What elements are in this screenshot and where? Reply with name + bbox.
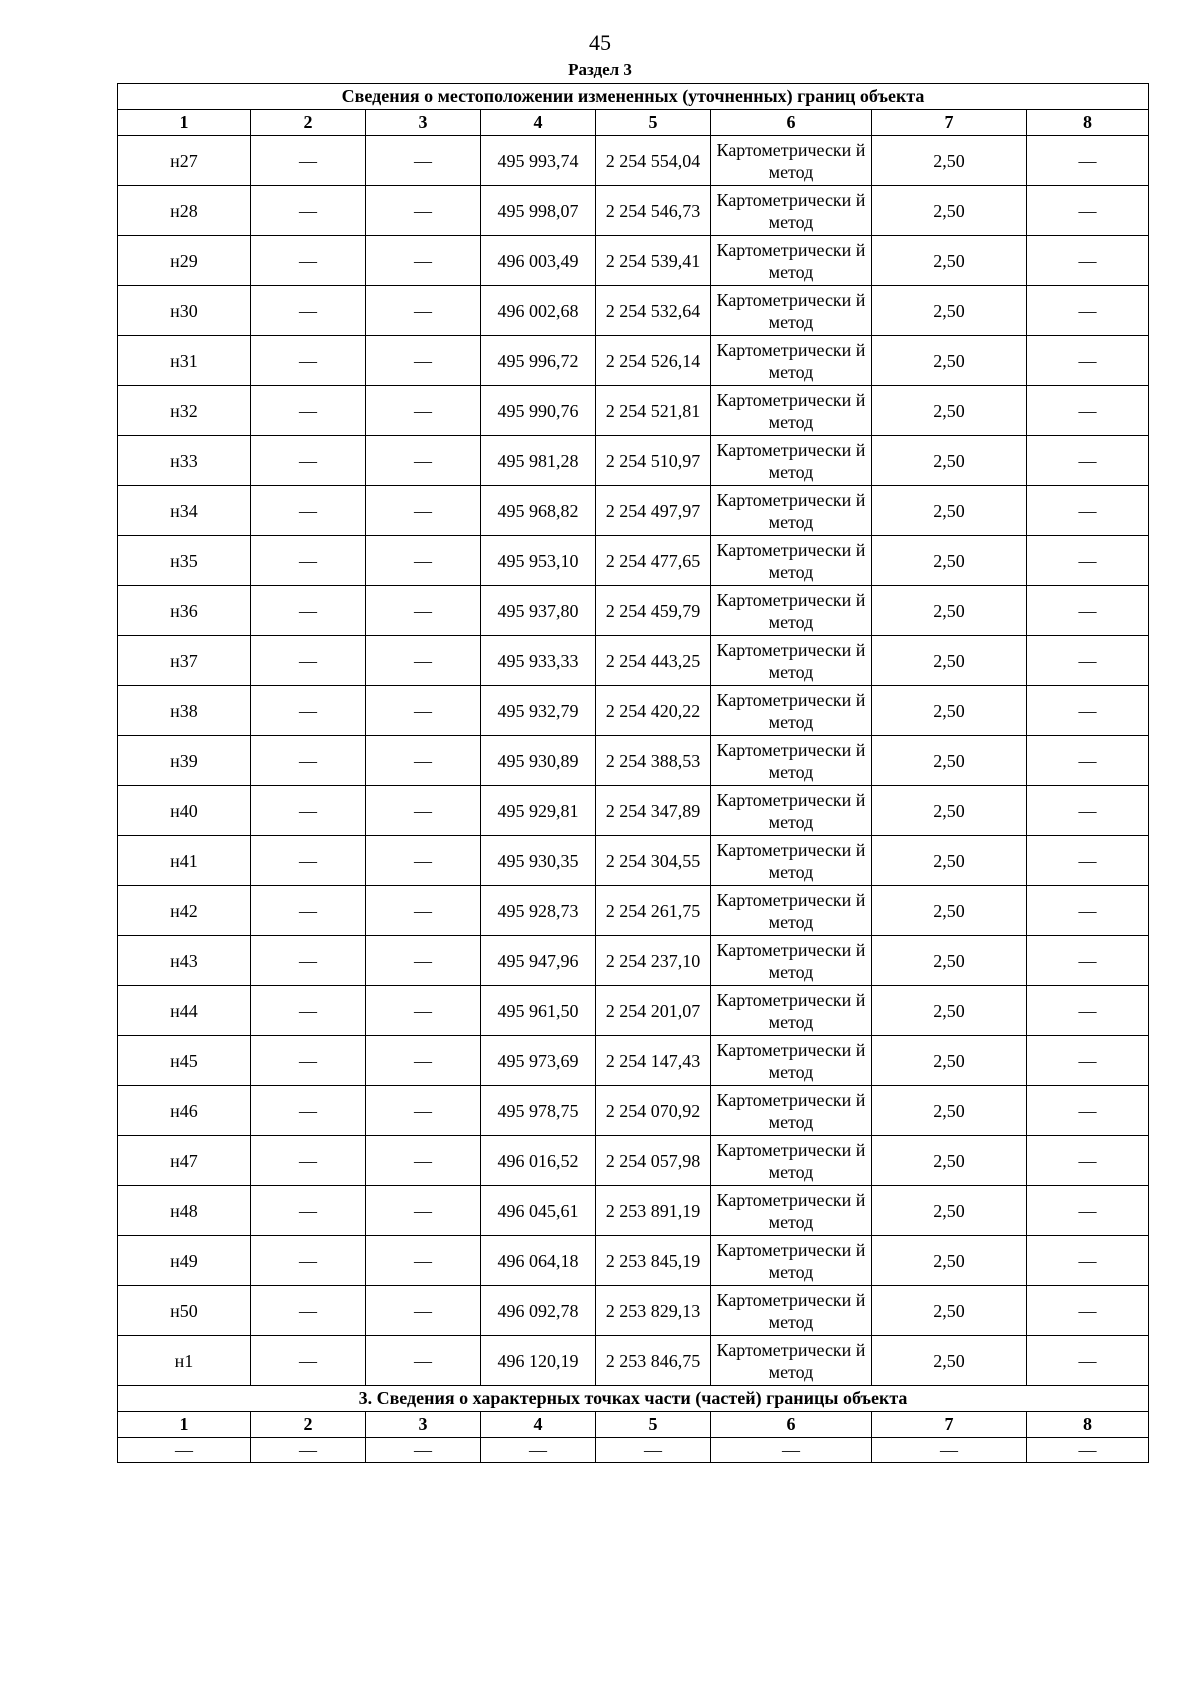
table-cell: —	[366, 1186, 481, 1236]
table-cell: Картометрически й метод	[711, 536, 872, 586]
table-cell: —	[251, 1186, 366, 1236]
table-cell: —	[1027, 686, 1149, 736]
table-cell: 496 002,68	[481, 286, 596, 336]
table-cell: 2 254 070,92	[596, 1086, 711, 1136]
table-row	[118, 1036, 1149, 1086]
table-cell: 2,50	[872, 136, 1027, 186]
table-cell: —	[366, 336, 481, 386]
table-cell: —	[1027, 1036, 1149, 1086]
table1-header-cell: 4	[481, 110, 596, 136]
table-cell: 495 930,89	[481, 736, 596, 786]
table-cell: н50	[118, 1286, 251, 1336]
table-cell: Картометрически й метод	[711, 1286, 872, 1336]
page-number: 45	[589, 30, 611, 55]
table-cell: 2 254 304,55	[596, 836, 711, 886]
table-cell: 495 968,82	[481, 486, 596, 536]
table-cell: —	[251, 536, 366, 586]
table-cell: —	[1027, 1286, 1149, 1336]
table-cell: —	[366, 236, 481, 286]
table-cell: 496 120,19	[481, 1336, 596, 1386]
table-cell: Картометрически й метод	[711, 686, 872, 736]
table-cell: —	[872, 1438, 1027, 1463]
table-cell: —	[1027, 436, 1149, 486]
table1-header-cell: 3	[366, 110, 481, 136]
table-cell: —	[1027, 336, 1149, 386]
table-row	[118, 736, 1149, 786]
table-row	[118, 186, 1149, 236]
table-cell: Картометрически й метод	[711, 1336, 872, 1386]
table-row	[118, 986, 1149, 1036]
table1-header-cell: 1	[118, 110, 251, 136]
table-cell: —	[251, 686, 366, 736]
boundary-table	[117, 83, 1149, 1463]
table-cell: —	[1027, 586, 1149, 636]
table-cell: —	[1027, 986, 1149, 1036]
table-cell: 2,50	[872, 1286, 1027, 1336]
table-cell: н46	[118, 1086, 251, 1136]
table-cell: Картометрически й метод	[711, 786, 872, 836]
table-cell: —	[251, 936, 366, 986]
table-cell: 2 254 261,75	[596, 886, 711, 936]
table-cell: 2,50	[872, 886, 1027, 936]
table-cell: н40	[118, 786, 251, 836]
table-row	[118, 586, 1149, 636]
table-cell: —	[366, 1336, 481, 1386]
table1-header-cell: 2	[251, 110, 366, 136]
table-cell: 2,50	[872, 486, 1027, 536]
table-row	[118, 286, 1149, 336]
table-cell: 2,50	[872, 436, 1027, 486]
table-cell: —	[366, 1236, 481, 1286]
table2-header-cell: 7	[872, 1412, 1027, 1438]
table-cell: Картометрически й метод	[711, 636, 872, 686]
table-cell: н34	[118, 486, 251, 536]
table-cell: 495 929,81	[481, 786, 596, 836]
table-cell: —	[251, 386, 366, 436]
table-cell: Картометрически й метод	[711, 486, 872, 536]
table2-header-cell: 1	[118, 1412, 251, 1438]
table-cell: —	[251, 736, 366, 786]
table-cell: —	[366, 836, 481, 886]
table-cell: Картометрически й метод	[711, 586, 872, 636]
table1-header-cell: 8	[1027, 110, 1149, 136]
table-cell: Картометрически й метод	[711, 1186, 872, 1236]
table-cell: —	[366, 1438, 481, 1463]
table-cell: 2 254 532,64	[596, 286, 711, 336]
table-cell: 2 254 539,41	[596, 236, 711, 286]
table-cell: н41	[118, 836, 251, 886]
table-row	[118, 336, 1149, 386]
table-cell: 2 254 347,89	[596, 786, 711, 836]
table-cell: 2 254 057,98	[596, 1136, 711, 1186]
table-cell: —	[251, 286, 366, 336]
table-row	[118, 686, 1149, 736]
table-cell: —	[251, 336, 366, 386]
section-title: Раздел 3	[568, 60, 632, 79]
table-cell: Картометрически й метод	[711, 1086, 872, 1136]
table-cell: —	[251, 136, 366, 186]
table-cell: 496 045,61	[481, 1186, 596, 1236]
table-cell: —	[1027, 786, 1149, 836]
table-cell: н28	[118, 186, 251, 236]
table-cell: —	[366, 586, 481, 636]
table-cell: Картометрически й метод	[711, 1236, 872, 1286]
table-cell: —	[1027, 536, 1149, 586]
table-row	[118, 1136, 1149, 1186]
table-cell: н37	[118, 636, 251, 686]
table-row	[118, 1186, 1149, 1236]
table-cell: —	[1027, 936, 1149, 986]
table-cell: —	[1027, 136, 1149, 186]
table-cell: 495 928,73	[481, 886, 596, 936]
table-cell: —	[1027, 836, 1149, 886]
table-cell: 2,50	[872, 286, 1027, 336]
table-cell: Картометрически й метод	[711, 1136, 872, 1186]
table-cell: 2,50	[872, 686, 1027, 736]
table2-header-cell: 3	[366, 1412, 481, 1438]
table-cell: 2 254 443,25	[596, 636, 711, 686]
table-cell: 495 978,75	[481, 1086, 596, 1136]
table-cell: 495 981,28	[481, 436, 596, 486]
table-cell: —	[251, 886, 366, 936]
table-cell: н48	[118, 1186, 251, 1236]
table-cell: —	[1027, 1186, 1149, 1236]
table-row	[118, 136, 1149, 186]
table-cell: 2,50	[872, 786, 1027, 836]
table-cell: н36	[118, 586, 251, 636]
table-cell: н42	[118, 886, 251, 936]
table-cell: —	[366, 886, 481, 936]
table1-title-row	[118, 84, 1149, 110]
table2-header-row	[118, 1412, 1149, 1438]
table-cell: —	[251, 986, 366, 1036]
table-cell: —	[251, 786, 366, 836]
table-cell: —	[1027, 1236, 1149, 1286]
table-cell: —	[1027, 386, 1149, 436]
table-cell: —	[251, 636, 366, 686]
table-cell: 2,50	[872, 1186, 1027, 1236]
table-cell: Картометрически й метод	[711, 186, 872, 236]
table-cell: —	[251, 1136, 366, 1186]
table-cell: н49	[118, 1236, 251, 1286]
table-cell: 495 947,96	[481, 936, 596, 986]
table-cell: 496 003,49	[481, 236, 596, 286]
table-cell: —	[1027, 1136, 1149, 1186]
table-row	[118, 886, 1149, 936]
table-row	[118, 1286, 1149, 1336]
table-cell: —	[366, 986, 481, 1036]
table-cell: —	[366, 636, 481, 686]
table-cell: Картометрически й метод	[711, 836, 872, 886]
table-cell: 495 998,07	[481, 186, 596, 236]
table-cell: Картометрически й метод	[711, 1036, 872, 1086]
table-cell: 495 996,72	[481, 336, 596, 386]
table-cell: 2,50	[872, 386, 1027, 436]
table-cell: 2,50	[872, 1036, 1027, 1086]
table-cell: 2,50	[872, 836, 1027, 886]
table-cell: 2 254 521,81	[596, 386, 711, 436]
table-row	[118, 236, 1149, 286]
table-cell: Картометрически й метод	[711, 336, 872, 386]
table-cell: —	[1027, 736, 1149, 786]
table-row	[118, 1086, 1149, 1136]
table-cell: 2,50	[872, 536, 1027, 586]
table-cell: 2 253 829,13	[596, 1286, 711, 1336]
table-cell: 495 953,10	[481, 536, 596, 586]
table-cell: 2 254 497,97	[596, 486, 711, 536]
table-row	[118, 1438, 1149, 1463]
table-cell: н38	[118, 686, 251, 736]
table-cell: —	[1027, 236, 1149, 286]
table-cell: —	[1027, 1336, 1149, 1386]
table-cell: 496 016,52	[481, 1136, 596, 1186]
table-cell: —	[1027, 886, 1149, 936]
table-cell: 2,50	[872, 936, 1027, 986]
table-cell: —	[251, 1086, 366, 1136]
table-cell: н30	[118, 286, 251, 336]
table-cell: —	[481, 1438, 596, 1463]
table-cell: —	[366, 386, 481, 436]
table-cell: 495 930,35	[481, 836, 596, 886]
table-cell: Картометрически й метод	[711, 936, 872, 986]
table-cell: 2 254 420,22	[596, 686, 711, 736]
table-row	[118, 786, 1149, 836]
table-cell: 2 253 846,75	[596, 1336, 711, 1386]
table-cell: Картометрически й метод	[711, 286, 872, 336]
table-cell: 2 254 554,04	[596, 136, 711, 186]
table-cell: —	[251, 486, 366, 536]
table-cell: н33	[118, 436, 251, 486]
table-cell: —	[251, 1236, 366, 1286]
table-cell: 2,50	[872, 336, 1027, 386]
table-cell: 2 254 477,65	[596, 536, 711, 586]
table-row	[118, 486, 1149, 536]
table-cell: 2,50	[872, 1236, 1027, 1286]
table-cell: —	[1027, 636, 1149, 686]
table-cell: н47	[118, 1136, 251, 1186]
table-cell: —	[251, 1438, 366, 1463]
table-row	[118, 536, 1149, 586]
table-cell: н29	[118, 236, 251, 286]
table-row	[118, 836, 1149, 886]
table-row	[118, 1336, 1149, 1386]
table-cell: —	[366, 1036, 481, 1086]
table-cell: 495 961,50	[481, 986, 596, 1036]
table-cell: —	[366, 286, 481, 336]
table-cell: 495 933,33	[481, 636, 596, 686]
table-cell: 495 993,74	[481, 136, 596, 186]
table-cell: —	[1027, 186, 1149, 236]
table-cell: 2,50	[872, 236, 1027, 286]
table-cell: —	[251, 436, 366, 486]
table-cell: Картометрически й метод	[711, 236, 872, 286]
table1-header-cell: 7	[872, 110, 1027, 136]
table-cell: —	[251, 1336, 366, 1386]
table-cell: —	[366, 536, 481, 586]
table2-title-row	[118, 1386, 1149, 1412]
table-cell: н35	[118, 536, 251, 586]
table2-header-cell: 4	[481, 1412, 596, 1438]
table-cell: 2 254 237,10	[596, 936, 711, 986]
table2-title: 3. Сведения о характерных точках части (частей) границы объекта	[118, 1386, 1149, 1412]
table-cell: 496 064,18	[481, 1236, 596, 1286]
table-cell: —	[251, 1036, 366, 1086]
table-cell: н39	[118, 736, 251, 786]
table-cell: —	[366, 1136, 481, 1186]
table-cell: —	[711, 1438, 872, 1463]
table-row	[118, 386, 1149, 436]
table-cell: —	[251, 1286, 366, 1336]
table-cell: —	[366, 1086, 481, 1136]
table-cell: 2,50	[872, 586, 1027, 636]
table1-header-cell: 6	[711, 110, 872, 136]
table-cell: 495 973,69	[481, 1036, 596, 1086]
table-cell: н43	[118, 936, 251, 986]
table-cell: 495 932,79	[481, 686, 596, 736]
table-cell: —	[118, 1438, 251, 1463]
table-cell: —	[366, 136, 481, 186]
table-cell: —	[366, 1286, 481, 1336]
table2-header-cell: 6	[711, 1412, 872, 1438]
table-cell: 2,50	[872, 636, 1027, 686]
table2-header-cell: 5	[596, 1412, 711, 1438]
table2-header-cell: 2	[251, 1412, 366, 1438]
table-cell: н44	[118, 986, 251, 1036]
table-cell: —	[251, 186, 366, 236]
table-cell: 2 254 388,53	[596, 736, 711, 786]
table-cell: —	[366, 186, 481, 236]
table-row	[118, 1236, 1149, 1286]
table-cell: н31	[118, 336, 251, 386]
table-cell: —	[366, 736, 481, 786]
table-cell: 2,50	[872, 986, 1027, 1036]
table-cell: Картометрически й метод	[711, 136, 872, 186]
table-cell: —	[596, 1438, 711, 1463]
table1-header-row	[118, 110, 1149, 136]
table-cell: 496 092,78	[481, 1286, 596, 1336]
table-cell: Картометрически й метод	[711, 436, 872, 486]
table-cell: 495 990,76	[481, 386, 596, 436]
table-cell: 2 254 147,43	[596, 1036, 711, 1086]
table-cell: —	[366, 436, 481, 486]
table-cell: —	[366, 936, 481, 986]
table-cell: 2,50	[872, 1336, 1027, 1386]
table-cell: 2,50	[872, 186, 1027, 236]
table-cell: н27	[118, 136, 251, 186]
table-cell: —	[1027, 286, 1149, 336]
table-row	[118, 936, 1149, 986]
table-cell: 2,50	[872, 1086, 1027, 1136]
table-cell: 2 253 891,19	[596, 1186, 711, 1236]
table-cell: н1	[118, 1336, 251, 1386]
table-cell: 2 254 201,07	[596, 986, 711, 1036]
table-cell: —	[1027, 486, 1149, 536]
table-row	[118, 636, 1149, 686]
table-cell: 2 254 459,79	[596, 586, 711, 636]
table-cell: 495 937,80	[481, 586, 596, 636]
table-cell: Картометрически й метод	[711, 386, 872, 436]
table1-title: Сведения о местоположении измененных (уточненных) границ объекта	[118, 84, 1149, 110]
table-cell: 2,50	[872, 736, 1027, 786]
table-cell: 2,50	[872, 1136, 1027, 1186]
table-cell: —	[366, 786, 481, 836]
table-cell: Картометрически й метод	[711, 986, 872, 1036]
table-cell: —	[251, 836, 366, 886]
table-cell: н45	[118, 1036, 251, 1086]
table-cell: —	[251, 236, 366, 286]
table-cell: н32	[118, 386, 251, 436]
table-cell: —	[1027, 1438, 1149, 1463]
table-cell: 2 253 845,19	[596, 1236, 711, 1286]
table-cell: —	[366, 686, 481, 736]
table-cell: —	[366, 486, 481, 536]
table-cell: Картометрически й метод	[711, 736, 872, 786]
table-cell: 2 254 510,97	[596, 436, 711, 486]
table1-header-cell: 5	[596, 110, 711, 136]
table-cell: Картометрически й метод	[711, 886, 872, 936]
table-cell: 2 254 526,14	[596, 336, 711, 386]
table-cell: —	[251, 586, 366, 636]
table-cell: —	[1027, 1086, 1149, 1136]
table-cell: 2 254 546,73	[596, 186, 711, 236]
table2-header-cell: 8	[1027, 1412, 1149, 1438]
table-row	[118, 436, 1149, 486]
